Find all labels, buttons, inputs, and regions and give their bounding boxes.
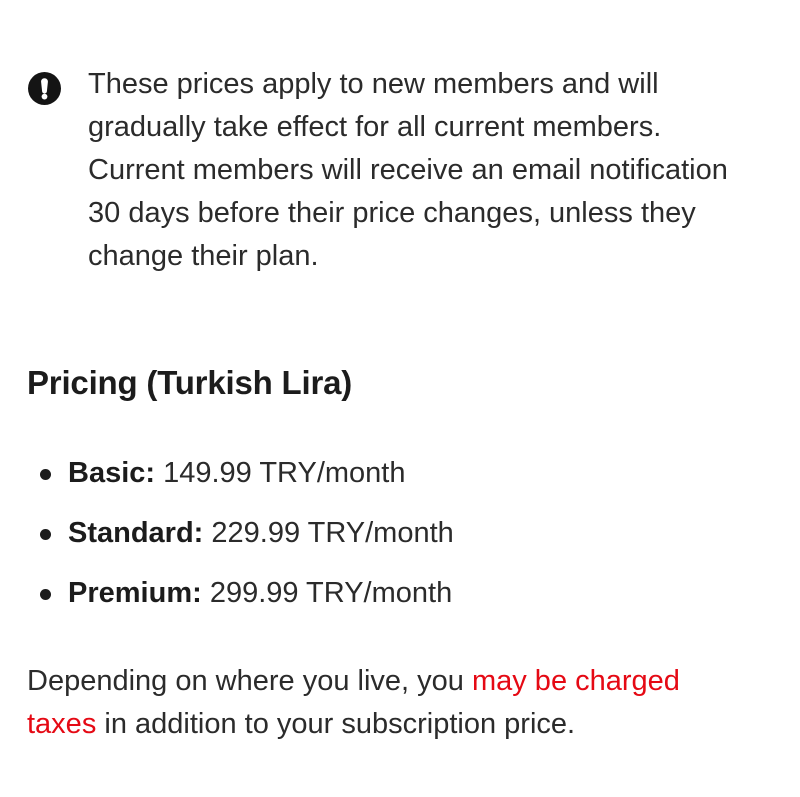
notice-text: These prices apply to new members and will gradually take effect for all current members. Current members will receive an email notification 30 days before their price changes, unless they change their plan. (88, 68, 728, 272)
pricing-list (0, 452, 800, 615)
notice-banner (28, 63, 800, 278)
plan-item-premium (40, 572, 800, 615)
bullet-icon (40, 469, 51, 480)
tax-note (27, 660, 717, 746)
plan-label: Standard: (68, 517, 204, 549)
plan-label: Premium: (68, 577, 202, 609)
plan-price: 149.99 TRY/month (163, 457, 406, 489)
tax-note-before: Depending on where you live, you (27, 665, 472, 697)
plan-item-standard (40, 512, 800, 555)
plan-label: Basic: (68, 457, 156, 489)
plan-price: 229.99 TRY/month (211, 517, 454, 549)
plan-price: 299.99 TRY/month (209, 577, 453, 609)
bullet-icon (40, 529, 51, 540)
plan-item-basic (40, 452, 800, 495)
tax-note-after: in addition to your subscription price. (96, 708, 576, 740)
bullet-icon (40, 589, 51, 600)
tax-link[interactable]: may be charged taxes (27, 665, 680, 740)
alert-exclamation-icon (28, 72, 61, 105)
page (0, 63, 800, 797)
pricing-heading: Pricing (Turkish Lira) (27, 364, 353, 401)
